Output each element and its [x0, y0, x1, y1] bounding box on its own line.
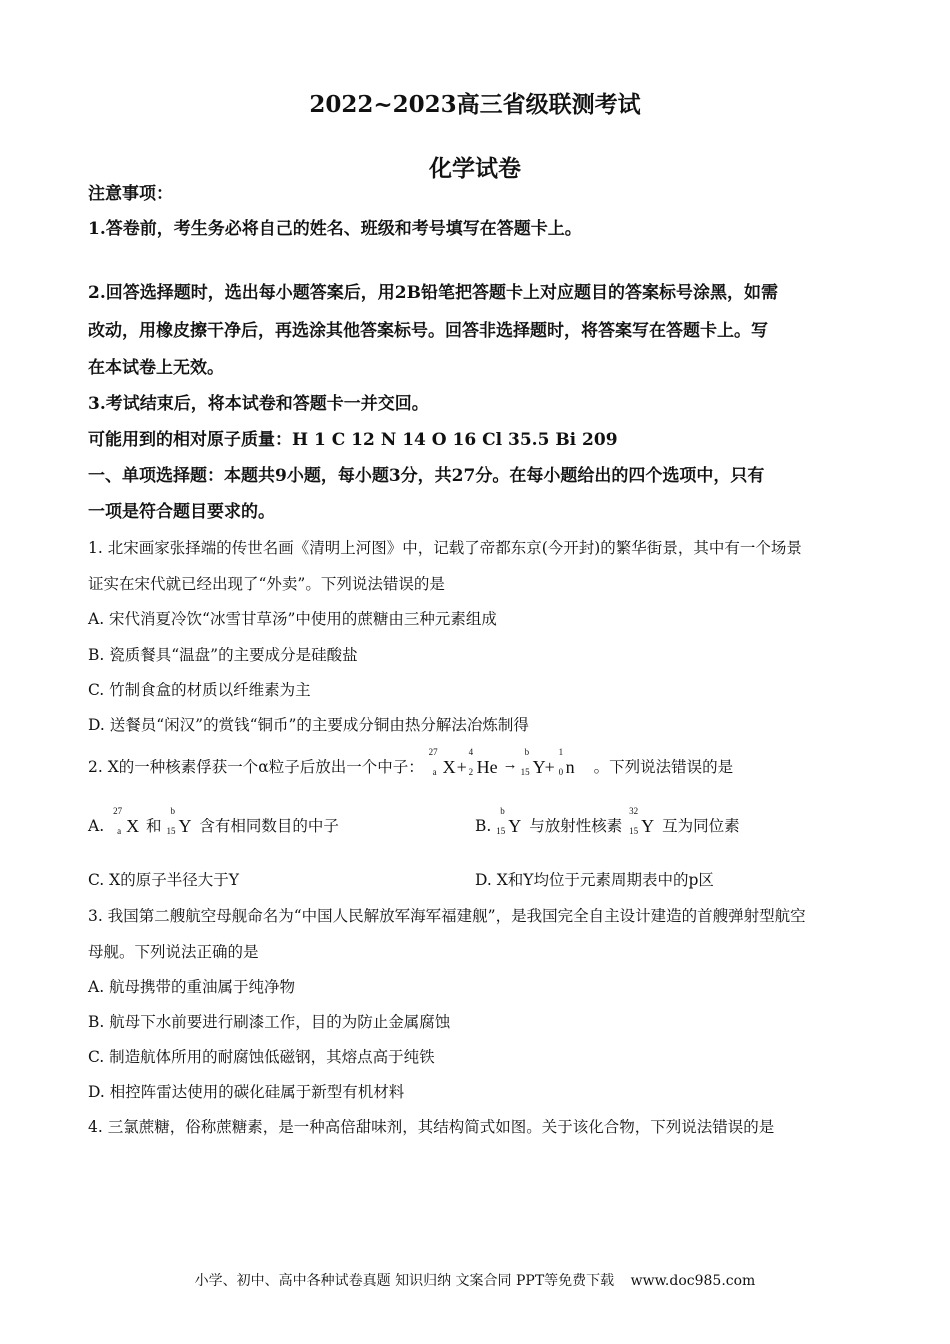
eq-y-symbol: Y [532, 757, 546, 777]
q1-option-a: A. 宋代消夏冷饮“冰雪甘草汤”中使用的蔗糖由三种元素组成 [88, 610, 497, 628]
q2-option-b-text: 互为同位素 [662, 817, 740, 835]
page-footer [0, 1270, 950, 1290]
eq-y-mass: b [524, 747, 530, 757]
a-x-z: a [117, 826, 122, 836]
eq-arrow: → [502, 757, 518, 773]
footer-promo-text: 小学、初中、高中各种试卷真题 知识归纳 文案合同 PPT等免费下载 [194, 1273, 615, 1289]
q2-option-d: D. X和Y均位于元素周期表中的p区 [475, 871, 714, 889]
eq-y-z: 15 [520, 767, 530, 777]
q3-option-b: B. 航母下水前要进行刷漆工作，目的为防止金属腐蚀 [88, 1013, 451, 1031]
q2-option-a-label: A. [88, 817, 105, 835]
q2-stem-prefix: 2. X的一种核素俘获一个α粒子后放出一个中子： [88, 758, 424, 776]
note-1: 1.答卷前，考生务必将自己的姓名、班级和考号填写在答题卡上。 [88, 219, 582, 239]
q2-stem-suffix: 。下列说法错误的是 [593, 758, 734, 776]
footer-website-link[interactable]: www.doc985.com [630, 1273, 756, 1289]
q3-option-c: C. 制造航体所用的耐腐蚀低磁钢，其熔点高于纯铁 [88, 1048, 435, 1066]
q2-option-b-mid: 与放射性核素 [529, 817, 623, 835]
q3-stem-line-1: 3. 我国第二艘航空母舰命名为“中国人民解放军海军福建舰”，是我国完全自主设计建造的首艘弹射型航空 [88, 907, 806, 925]
q2-option-a-nuclide-x [109, 806, 141, 842]
q2-option-a-nuclide-y [166, 806, 194, 842]
q2-option-b-nuclide-y [496, 806, 524, 842]
eq-x-symbol: X [442, 757, 456, 777]
note-2-line-3: 在本试卷上无效。 [88, 358, 224, 378]
exam-title: 2022~2023高三省级联测考试 [309, 91, 641, 118]
b-y2-mass: 32 [629, 806, 639, 816]
q3-option-d: D. 相控阵雷达使用的碳化硅属于新型有机材料 [88, 1083, 405, 1101]
b-y2-symbol: Y [641, 816, 655, 836]
a-y-z: 15 [166, 826, 176, 836]
q2-option-b [475, 806, 740, 846]
q1-option-d: D. 送餐员“闲汉”的赏钱“铜币”的主要成分铜由热分解法冶炼制得 [88, 716, 529, 734]
atomic-masses: 可能用到的相对原子质量：H 1 C 12 N 14 O 16 Cl 35.5 Bi 209 [88, 430, 618, 450]
eq-x-z: a [432, 767, 437, 777]
eq-he-symbol: He [476, 757, 498, 777]
b-y-z: 15 [496, 826, 506, 836]
eq-n-symbol: n [565, 757, 575, 777]
q2-option-b-nuclide-y32 [627, 806, 657, 842]
q2-option-a [88, 806, 339, 846]
section-1-heading-line-2: 一项是符合题目要求的。 [88, 502, 275, 522]
note-2-line-2: 改动，用橡皮擦干净后，再选涂其他答案标号。回答非选择题时，将答案写在答题卡上。写 [88, 321, 768, 341]
note-2-line-1: 2.回答选择题时，选出每小题答案后，用2B铅笔把答题卡上对应题目的答案标号涂黑，如需 [88, 283, 778, 303]
q4-stem: 4. 三氯蔗糖，俗称蔗糖素，是一种高倍甜味剂，其结构简式如图。关于该化合物，下列说法错误的是 [88, 1118, 775, 1136]
eq-he-mass: 4 [468, 747, 474, 757]
section-1-heading-line-1: 一、单项选择题：本题共9小题，每小题3分，共27分。在每小题给出的四个选项中，只有 [88, 466, 765, 486]
q2-option-b-label: B. [475, 817, 492, 835]
q1-option-c: C. 竹制食盒的材质以纤维素为主 [88, 681, 311, 699]
q2-option-a-text: 含有相同数目的中子 [199, 817, 339, 835]
q1-option-b: B. 瓷质餐具“温盘”的主要成分是硅酸盐 [88, 646, 358, 664]
q3-option-a: A. 航母携带的重油属于纯净物 [88, 978, 296, 996]
a-y-symbol: Y [178, 816, 192, 836]
eq-he-z: 2 [468, 767, 474, 777]
a-x-symbol: X [126, 816, 140, 836]
b-y-symbol: Y [508, 816, 522, 836]
q1-stem-line-1: 1. 北宋画家张择端的传世名画《清明上河图》中，记载了帝都东京(今开封)的繁华街景，其中有一个场景 [88, 539, 802, 557]
a-x-mass: 27 [113, 806, 123, 816]
notes-heading: 注意事项： [88, 184, 173, 204]
eq-n-z: 0 [558, 767, 564, 777]
q2-option-c: C. X的原子半径大于Y [88, 871, 239, 889]
b-y-mass: b [500, 806, 505, 816]
a-y-mass: b [170, 806, 175, 816]
eq-plus-1: + [456, 757, 467, 777]
note-3: 3.考试结束后，将本试卷和答题卡一并交回。 [88, 394, 429, 414]
q2-nuclear-equation [428, 747, 589, 783]
q2-option-a-and: 和 [146, 817, 162, 835]
q3-stem-line-2: 母舰。下列说法正确的是 [88, 943, 259, 961]
exam-subject: 化学试卷 [429, 155, 521, 182]
q1-stem-line-2: 证实在宋代就已经出现了“外卖”。下列说法错误的是 [88, 575, 445, 593]
eq-plus-2: + [544, 757, 555, 777]
q2-stem [88, 747, 734, 789]
eq-n-mass: 1 [558, 747, 564, 757]
eq-x-mass: 27 [428, 747, 438, 757]
b-y2-z: 15 [629, 826, 639, 836]
